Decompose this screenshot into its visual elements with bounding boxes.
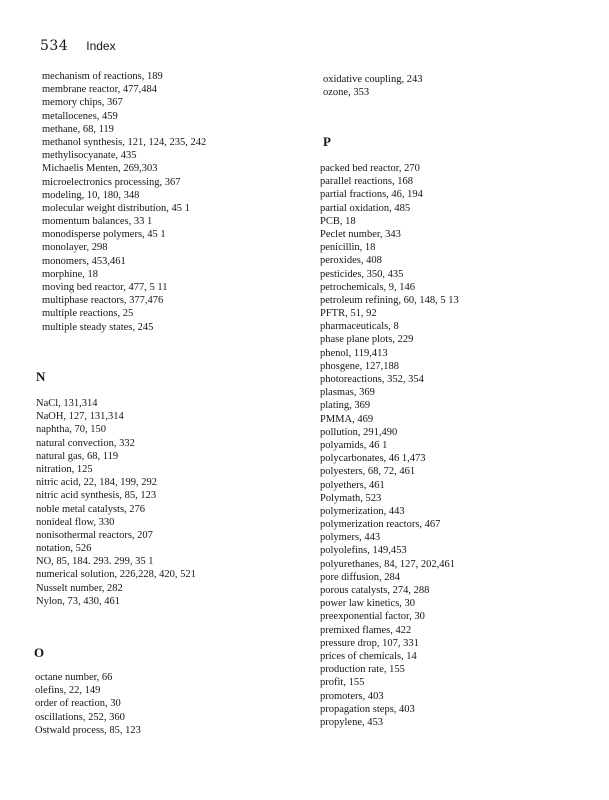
index-entry: polyethers, 461 (320, 479, 385, 491)
index-entry: polyolefins, 149,453 (320, 545, 407, 557)
index-entry: polymerization reactors, 467 (320, 519, 441, 531)
index-entry: nonisothermal reactors, 207 (36, 529, 153, 541)
index-entry: Peclet number, 343 (320, 228, 401, 240)
index-entry: polyurethanes, 84, 127, 202,461 (320, 558, 456, 570)
index-entry: nonideal flow, 330 (36, 516, 115, 528)
index-entry: penicillin, 18 (320, 242, 376, 254)
index-entry: molecular weight distribution, 45 1 (42, 202, 190, 214)
index-entry: petroleum refining, 60, 148, 5 13 (320, 294, 459, 306)
index-entry: phase plane plots, 229 (320, 334, 414, 346)
index-entry: porous catalysts, 274, 288 (320, 585, 430, 596)
index-entry: premixed flames, 422 (320, 624, 412, 636)
index-entry: multiphase reactors, 377,476 (42, 295, 164, 307)
index-entry: multiple reactions, 25 (42, 308, 134, 320)
index-entry: oxidative coupling, 243 (323, 74, 423, 85)
index-entry: mechanism of reactions, 189 (42, 71, 163, 82)
left-n-entries (36, 397, 196, 608)
running-title: Index (86, 39, 116, 53)
section-letter-p: P (323, 134, 331, 149)
index-entry: methanol synthesis, 121, 124, 235, 242 (42, 136, 207, 148)
index-entry: nitration, 125 (36, 463, 93, 475)
left-m-entries (42, 70, 206, 334)
index-entry: pollution, 291,490 (320, 426, 398, 438)
index-entry: polymers, 443 (320, 532, 381, 544)
index-entry: morphine, 18 (42, 268, 98, 280)
index-entry: power law kinetics, 30 (320, 598, 416, 610)
index-entry: parallel reactions, 168 (320, 176, 414, 188)
index-entry: pressure drop, 107, 331 (320, 637, 419, 649)
index-entry: monomers, 453,461 (42, 255, 126, 267)
index-entry: profit, 155 (320, 677, 365, 689)
section-letter-o: O (34, 645, 45, 660)
index-entry: PMMA, 469 (320, 413, 374, 425)
index-entry: natural convection, 332 (36, 437, 135, 449)
index-entry: ozone, 353 (323, 87, 370, 99)
index-entry: packed bed reactor, 270 (320, 163, 420, 174)
index-entry: plasmas, 369 (320, 387, 375, 399)
index-entry: numerical solution, 226,228, 420, 521 (36, 569, 196, 581)
index-entry: propylene, 453 (320, 716, 383, 728)
index-entry: pharmaceuticals, 8 (320, 321, 399, 333)
index-entry: Polymath, 523 (320, 492, 382, 504)
index-entry: phosgene, 127,188 (320, 360, 400, 372)
index-entry: propagation steps, 403 (320, 703, 415, 715)
index-entry: moving bed reactor, 477, 5 11 (42, 282, 168, 293)
index-entry: plating, 369 (320, 400, 371, 412)
index-entry: multiple steady states, 245 (42, 321, 154, 333)
index-entry: Ostwald process, 85, 123 (35, 724, 141, 736)
index-entry: Michaelis Menten, 269,303 (42, 163, 158, 175)
index-entry: naphtha, 70, 150 (36, 424, 106, 436)
right-o-entries (323, 73, 422, 99)
index-entry: PCB, 18 (320, 215, 356, 227)
index-entry: NaCl, 131,314 (36, 398, 98, 409)
index-entry: Nylon, 73, 430, 461 (36, 595, 120, 607)
index-entry: monodisperse polymers, 45 1 (42, 229, 166, 241)
index-entry: phenol, 119,413 (320, 347, 388, 359)
section-letter-n: N (36, 369, 46, 384)
index-entry: membrane reactor, 477,484 (42, 84, 158, 96)
index-entry: partial oxidation, 485 (320, 202, 411, 214)
page-number: 534 (40, 38, 69, 54)
index-entry: preexponential factor, 30 (320, 611, 425, 623)
index-entry: production rate, 155 (320, 664, 405, 676)
index-entry: polycarbonates, 46 1,473 (320, 453, 426, 465)
index-entry: promoters, 403 (320, 690, 384, 702)
index-entry: microelectronics processing, 367 (42, 176, 181, 188)
index-entry: Nusselt number, 282 (36, 582, 123, 594)
left-o-entries (35, 671, 141, 737)
index-entry: petrochemicals, 9, 146 (320, 281, 416, 293)
index-entry: polyamids, 46 1 (320, 439, 388, 451)
index-entry: methylisocyanate, 435 (42, 150, 137, 162)
index-entry: nitric acid synthesis, 85, 123 (36, 490, 157, 502)
index-entry: pesticides, 350, 435 (320, 268, 404, 280)
index-entry: NO, 85, 184. 293. 299, 35 1 (36, 556, 154, 568)
index-entry: prices of chemicals, 14 (320, 650, 417, 662)
index-entry: monolayer, 298 (42, 242, 108, 254)
index-entry: partial fractions, 46, 194 (320, 189, 423, 201)
index-entry: peroxides, 408 (320, 255, 382, 267)
index-entry: nitric acid, 22, 184, 199, 292 (36, 477, 158, 489)
index-entry: memory chips, 367 (42, 97, 123, 109)
index-entry: PFTR, 51, 92 (320, 308, 377, 320)
page-header (40, 38, 116, 54)
index-entry: pore diffusion, 284 (320, 571, 401, 583)
index-entry: polyesters, 68, 72, 461 (320, 466, 416, 478)
index-entry: methane, 68, 119 (42, 123, 114, 135)
index-entry: metallocenes, 459 (42, 110, 118, 122)
index-entry: momentum balances, 33 1 (42, 216, 153, 228)
index-entry: photoreactions, 352, 354 (320, 374, 424, 385)
index-entry: noble metal catalysts, 276 (36, 503, 146, 515)
index-entry: polymerization, 443 (320, 505, 405, 517)
index-entry: natural gas, 68, 119 (36, 450, 119, 462)
index-entry: NaOH, 127, 131,314 (36, 411, 124, 423)
index-entry: olefins, 22, 149 (35, 685, 101, 697)
index-entry: modeling, 10, 180, 348 (42, 189, 140, 201)
index-entry: oscillations, 252, 360 (35, 711, 125, 723)
index-entry: octane number, 66 (35, 672, 113, 683)
index-entry: order of reaction, 30 (35, 698, 121, 710)
index-entry: notation, 526 (36, 543, 92, 555)
right-p-entries (320, 162, 459, 729)
